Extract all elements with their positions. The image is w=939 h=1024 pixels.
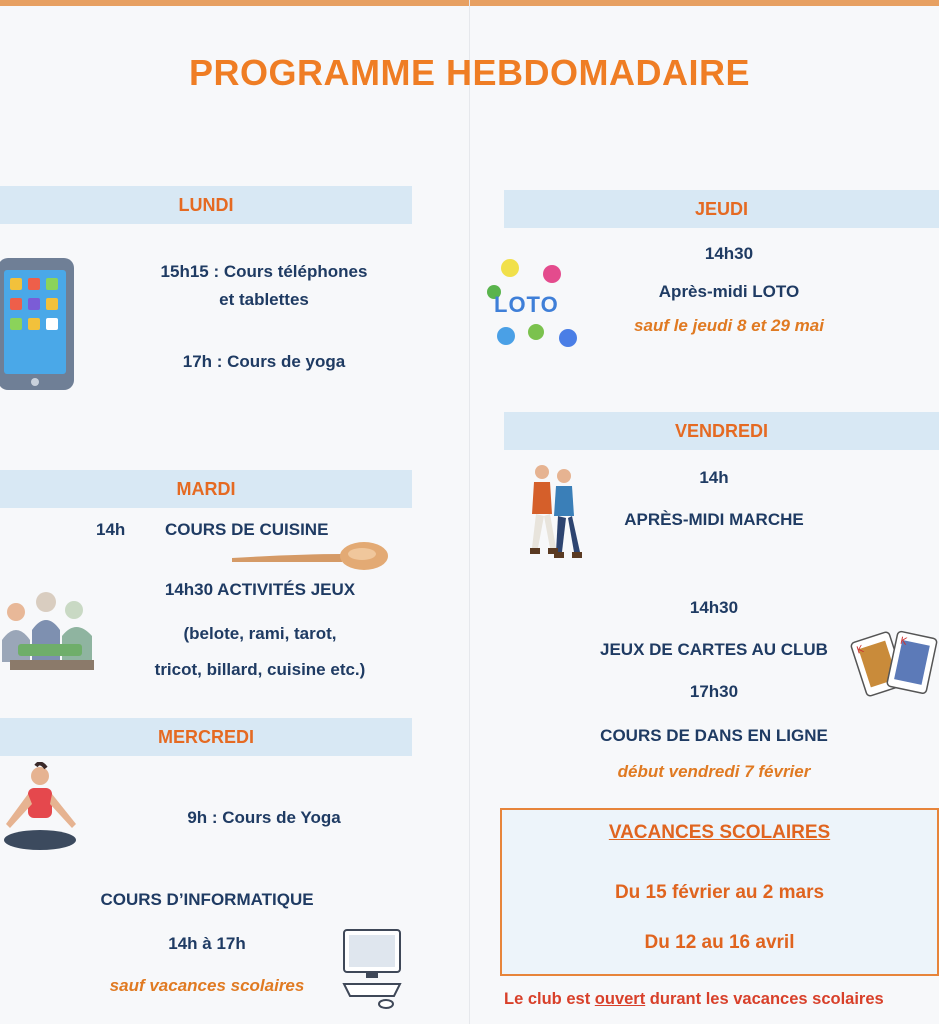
vacances-line-1: Du 15 février au 2 mars <box>614 882 825 903</box>
vendredi-line-3: 14h30 <box>689 598 739 617</box>
vendredi-line-6: COURS DE DANS EN LIGNE <box>600 726 828 745</box>
smartphone-icon <box>0 254 78 392</box>
svg-text:K: K <box>855 644 866 657</box>
lundi-line-1: 15h15 : Cours téléphones <box>160 262 368 281</box>
computer-icon <box>336 926 408 1010</box>
card-players-icon <box>0 590 100 674</box>
day-label-mardi: MARDI <box>176 478 236 499</box>
hikers-icon <box>522 462 586 560</box>
spoon-icon <box>230 536 390 576</box>
mardi-line-2: 14h30 ACTIVITÉS JEUX <box>164 580 356 599</box>
mercredi-line-3: 14h à 17h <box>168 934 246 953</box>
mercredi-line-2: COURS D’INFORMATIQUE <box>100 890 314 909</box>
vendredi-line-5: 17h30 <box>689 682 739 701</box>
vacances-box <box>500 808 939 976</box>
vendredi-line-1: 14h <box>699 468 729 487</box>
loto-text: LOTO <box>494 292 559 317</box>
vacances-line-2: Du 12 au 16 avril <box>644 932 795 953</box>
lundi-line-2: et tablettes <box>219 290 309 309</box>
yoga-person-icon <box>0 762 86 860</box>
mardi-activity-1: COURS DE CUISINE <box>165 520 329 539</box>
band-mardi <box>0 470 412 508</box>
mardi-line-4: tricot, billard, cuisine etc.) <box>154 660 366 679</box>
loto-icon <box>486 252 582 350</box>
jeudi-note: sauf le jeudi 8 et 29 mai <box>634 316 824 335</box>
club-open-note <box>500 990 939 1009</box>
day-label-jeudi: JEUDI <box>694 198 748 219</box>
mercredi-line-1: 9h : Cours de Yoga <box>187 808 341 827</box>
vendredi-line-2: APRÈS-MIDI MARCHE <box>624 510 804 529</box>
vendredi-note: début vendredi 7 février <box>617 762 811 781</box>
club-open-pre: Le club est <box>504 990 595 1008</box>
mardi-line-3: (belote, rami, tarot, <box>183 624 337 643</box>
day-label-lundi: LUNDI <box>178 194 234 215</box>
band-vendredi <box>504 412 939 450</box>
jeudi-line-1: 14h30 <box>704 244 754 263</box>
lundi-line-3: 17h : Cours de yoga <box>182 352 346 371</box>
club-open-post: durant les vacances scolaires <box>645 990 884 1008</box>
page-title: PROGRAMME HEBDOMADAIRE <box>188 52 750 93</box>
vacances-title: VACANCES SCOLAIRES <box>608 822 831 843</box>
svg-text:K: K <box>899 635 908 648</box>
mercredi-note: sauf vacances scolaires <box>109 976 305 995</box>
mardi-time-1: 14h <box>96 520 126 539</box>
day-label-mercredi: MERCREDI <box>157 726 254 747</box>
vendredi-line-4: JEUX DE CARTES AU CLUB <box>600 640 828 659</box>
playing-cards-icon <box>848 626 938 698</box>
jeudi-line-2: Après-midi LOTO <box>658 282 800 301</box>
band-mercredi <box>0 718 412 756</box>
day-label-vendredi: VENDREDI <box>674 420 768 441</box>
band-jeudi <box>504 190 939 228</box>
band-lundi <box>0 186 412 224</box>
club-open-word: ouvert <box>594 990 646 1008</box>
fold-line <box>469 0 470 1024</box>
